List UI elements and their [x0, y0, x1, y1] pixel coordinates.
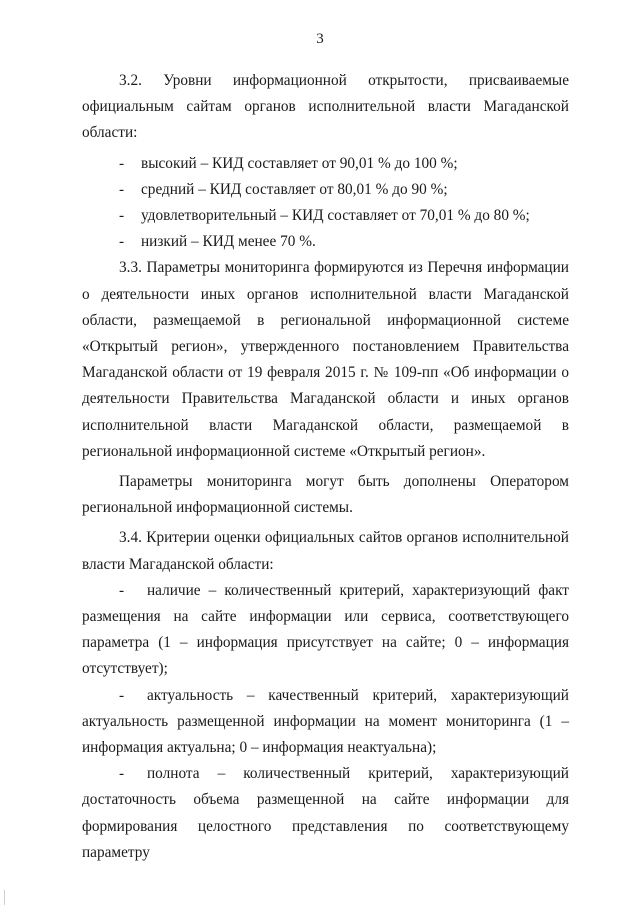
- section-3-4-lead: 3.4. Критерии оценки официальных сайтов органов исполнительной власти Магаданской области:: [82, 529, 569, 573]
- criterion-item: [82, 578, 569, 683]
- level-item-text: удовлетворительный – КИД составляет от 70,01 % до 80 %;: [141, 207, 530, 225]
- section-3-3-supplement: Параметры мониторинга могут быть дополнены Оператором региональной информационной системы.: [82, 473, 569, 517]
- level-item: [82, 203, 569, 229]
- list-dash: -: [119, 207, 125, 225]
- level-item-text: низкий – КИД менее 70 %.: [141, 233, 316, 251]
- criterion-item: [82, 761, 569, 866]
- section-3-3-paragraph: 3.3. Параметры мониторинга формируются из Перечня информации о деятельности иных органов исполнительной власти Магаданской области, размещаемой в региональной информационной системе «Открытый регион», утвержденного постановлением Правительства Магаданской области от 19 февраля 2015 г. № 109-пп «Об информации о деятельности Правительства Магаданской области и иных органов исполнительной власти Магаданской области, размещаемой в региональной информационной системе «Открытый регион».: [82, 259, 569, 460]
- level-item: [82, 151, 569, 177]
- list-dash: -: [119, 686, 125, 704]
- criterion-item: [82, 683, 569, 762]
- section-3-2-lead: 3.2. Уровни информационной открытости, присваиваемые официальным сайтам органов исполнительной власти Магаданской области:: [82, 72, 569, 142]
- criterion-text: наличие – количественный критерий, характеризующий факт размещения на сайте информации или сервиса, соответствующего параметра (1 – информация присутствует на сайте; 0 – информация отсутствует);: [82, 581, 569, 678]
- list-dash: -: [119, 154, 125, 172]
- criterion-text: актуальность – качественный критерий, характеризующий актуальность размещенной информации на момент мониторинга (1 – информация актуальна; 0 – информация неактуальна);: [82, 686, 569, 757]
- level-item-text: высокий – КИД составляет от 90,01 % до 100 %;: [141, 154, 458, 172]
- page-number: 3: [316, 31, 324, 47]
- scan-edge-mark: [4, 890, 5, 905]
- list-dash: -: [119, 765, 125, 783]
- level-item: [82, 229, 569, 255]
- level-item: [82, 177, 569, 203]
- list-dash: -: [119, 180, 125, 198]
- list-dash: -: [119, 581, 125, 599]
- document-body: [82, 68, 569, 866]
- level-item-text: средний – КИД составляет от 80,01 % до 90 %;: [141, 180, 448, 198]
- list-dash: -: [119, 233, 125, 251]
- criterion-text: полнота – количественный критерий, характеризующий достаточность объема размещенной на сайте информации для формирования целостного представления по соответствующему параметру: [82, 765, 569, 861]
